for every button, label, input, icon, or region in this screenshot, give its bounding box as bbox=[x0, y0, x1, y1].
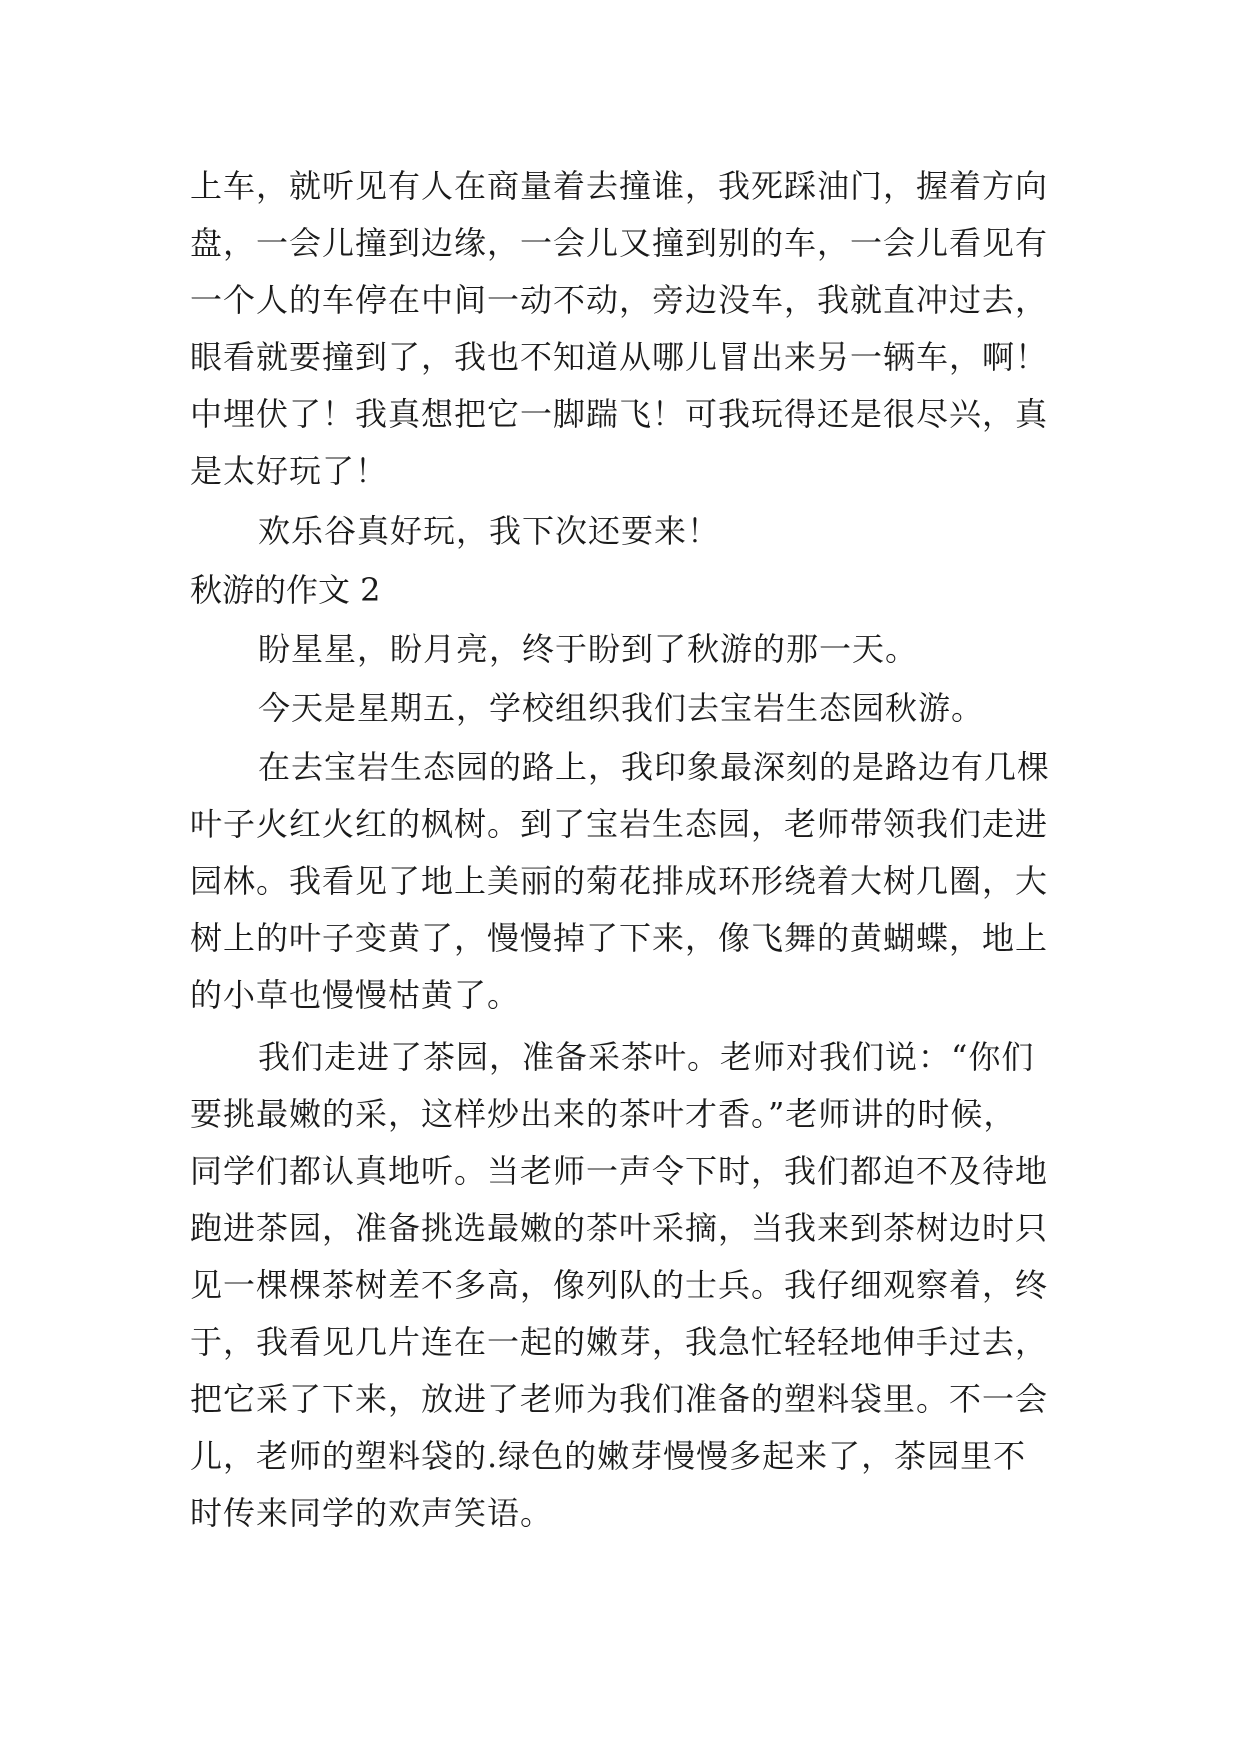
text-line: 我们走进了茶园，准备采茶叶。老师对我们说：“你们 bbox=[258, 1038, 1035, 1076]
paragraph-4 bbox=[190, 1029, 1060, 1542]
text-line: 上车，就听见有人在商量着去撞谁，我死踩油门，握着方向 bbox=[190, 167, 1049, 205]
text-line: 眼看就要撞到了，我也不知道从哪儿冒出来另一辆车，啊！ bbox=[190, 338, 1049, 376]
paragraph-2 bbox=[190, 680, 1060, 737]
text-line: 树上的叶子变黄了，慢慢掉了下来，像飞舞的黄蝴蝶，地上 bbox=[190, 919, 1049, 957]
text-line: 盘，一会儿撞到边缘，一会儿又撞到别的车，一会儿看见有 bbox=[190, 224, 1049, 262]
text-line: 今天是星期五，学校组织我们去宝岩生态园秋游。 bbox=[258, 689, 985, 727]
text-line: 中埋伏了！我真想把它一脚踹飞！可我玩得还是很尽兴，真 bbox=[190, 395, 1049, 433]
text-line: 把它采了下来，放进了老师为我们准备的塑料袋里。不一会 bbox=[190, 1380, 1049, 1418]
text-line: 见一棵棵茶树差不多高，像列队的士兵。我仔细观察着，终 bbox=[190, 1266, 1049, 1304]
text-line: 时传来同学的欢声笑语。 bbox=[190, 1494, 554, 1532]
text-line: 欢乐谷真好玩，我下次还要来！ bbox=[258, 512, 721, 550]
text-line: 盼星星，盼月亮，终于盼到了秋游的那一天。 bbox=[258, 630, 919, 668]
text-line: 同学们都认真地听。当老师一声令下时，我们都迫不及待地 bbox=[190, 1152, 1049, 1190]
text-line: 于，我看见几片连在一起的嫩芽，我急忙轻轻地伸手过去， bbox=[190, 1323, 1049, 1361]
text-line: 要挑最嫩的采，这样炒出来的茶叶才香。”老师讲的时候， bbox=[190, 1095, 1017, 1133]
text-line: 的小草也慢慢枯黄了。 bbox=[190, 976, 521, 1014]
text-line: 在去宝岩生态园的路上，我印象最深刻的是路边有几棵 bbox=[258, 748, 1051, 786]
section-title bbox=[190, 562, 1060, 619]
section1-paragraph bbox=[190, 158, 1060, 500]
section1-closing bbox=[190, 503, 1060, 560]
text-line: 跑进茶园，准备挑选最嫩的茶叶采摘，当我来到茶树边时只 bbox=[190, 1209, 1049, 1247]
text-line: 是太好玩了！ bbox=[190, 452, 389, 490]
text-line: 儿，老师的塑料袋的.绿色的嫩芽慢慢多起来了，茶园里不 bbox=[190, 1437, 1027, 1475]
paragraph-1 bbox=[190, 621, 1060, 678]
text-line: 园林。我看见了地上美丽的菊花排成环形绕着大树几圈，大 bbox=[190, 862, 1049, 900]
paragraph-3 bbox=[190, 739, 1060, 1024]
text-line: 叶子火红火红的枫树。到了宝岩生态园，老师带领我们走进 bbox=[190, 805, 1049, 843]
text-line: 一个人的车停在中间一动不动，旁边没车，我就直冲过去， bbox=[190, 281, 1049, 319]
section-title-text: 秋游的作文 2 bbox=[190, 571, 381, 609]
